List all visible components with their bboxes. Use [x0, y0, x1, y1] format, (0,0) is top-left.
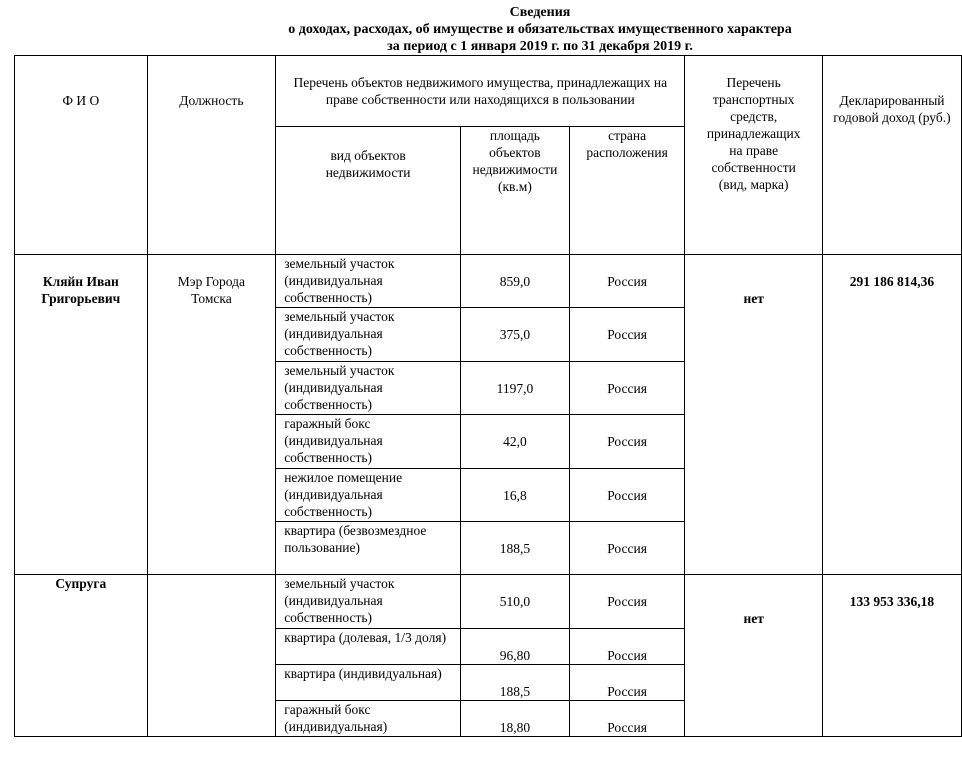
object-country: Россия [569, 255, 685, 308]
object-area: 96,80 [461, 629, 570, 665]
object-country: Россия [569, 469, 685, 522]
title-line-2: о доходах, расходах, об имуществе и обязательствах имущественного характера [288, 22, 792, 37]
header-realty-area: площадь объектов недвижимости (кв.м) [461, 127, 570, 255]
object-country: Россия [569, 629, 685, 665]
object-area: 18,80 [461, 701, 570, 737]
document-title [0, 4, 962, 55]
table-row [15, 575, 962, 629]
object-country: Россия [569, 701, 685, 737]
person-position: Мэр Города Томска [147, 255, 276, 575]
object-area: 375,0 [461, 308, 570, 362]
object-kind: земельный участок (индивидуальная собственность) [276, 575, 461, 629]
title-line-1: Сведения [509, 5, 571, 20]
object-kind: земельный участок (индивидуальная собственность) [276, 255, 461, 308]
person-name: Супруга [15, 575, 148, 737]
person-position [147, 575, 276, 737]
object-country: Россия [569, 522, 685, 575]
object-area: 42,0 [461, 415, 570, 469]
person-vehicles: нет [685, 575, 823, 737]
title-line-3: за период с 1 января 2019 г. по 31 декабря 2019 г. [387, 39, 693, 54]
object-kind: гаражный бокс (индивидуальная собственность) [276, 415, 461, 469]
object-country: Россия [569, 362, 685, 415]
object-kind: земельный участок (индивидуальная собственность) [276, 362, 461, 415]
header-fio: Ф И О [15, 56, 148, 255]
declaration-table [14, 55, 962, 737]
person-income: 133 953 336,18 [822, 575, 961, 737]
header-realty-country: страна расположения [569, 127, 685, 255]
header-income: Декларированный годовой доход (руб.) [822, 56, 961, 255]
object-kind: гаражный бокс (индивидуальная) [276, 701, 461, 737]
person-income: 291 186 814,36 [822, 255, 961, 575]
person-vehicles: нет [685, 255, 823, 575]
header-realty-group: Перечень объектов недвижимого имущества, принадлежащих на праве собственности или находящихся в пользовании [276, 56, 685, 127]
object-country: Россия [569, 415, 685, 469]
object-area: 16,8 [461, 469, 570, 522]
object-area: 188,5 [461, 522, 570, 575]
object-area: 188,5 [461, 665, 570, 701]
object-area: 859,0 [461, 255, 570, 308]
object-area: 1197,0 [461, 362, 570, 415]
object-kind: квартира (безвозмездное пользование) [276, 522, 461, 575]
object-country: Россия [569, 665, 685, 701]
object-kind: земельный участок (индивидуальная собственность) [276, 308, 461, 362]
person-name: Кляйн Иван Григорьевич [15, 255, 148, 575]
table-row [15, 255, 962, 308]
object-kind: квартира (долевая, 1/3 доля) [276, 629, 461, 665]
header-position: Должность [147, 56, 276, 255]
object-country: Россия [569, 308, 685, 362]
object-country: Россия [569, 575, 685, 629]
object-kind: нежилое помещение (индивидуальная собственность) [276, 469, 461, 522]
object-area: 510,0 [461, 575, 570, 629]
header-realty-kind: вид объектов недвижимости [276, 127, 461, 255]
object-kind: квартира (индивидуальная) [276, 665, 461, 701]
header-vehicles: Перечень транспортных средств, принадлежащих на праве собственности (вид, марка) [685, 56, 823, 255]
